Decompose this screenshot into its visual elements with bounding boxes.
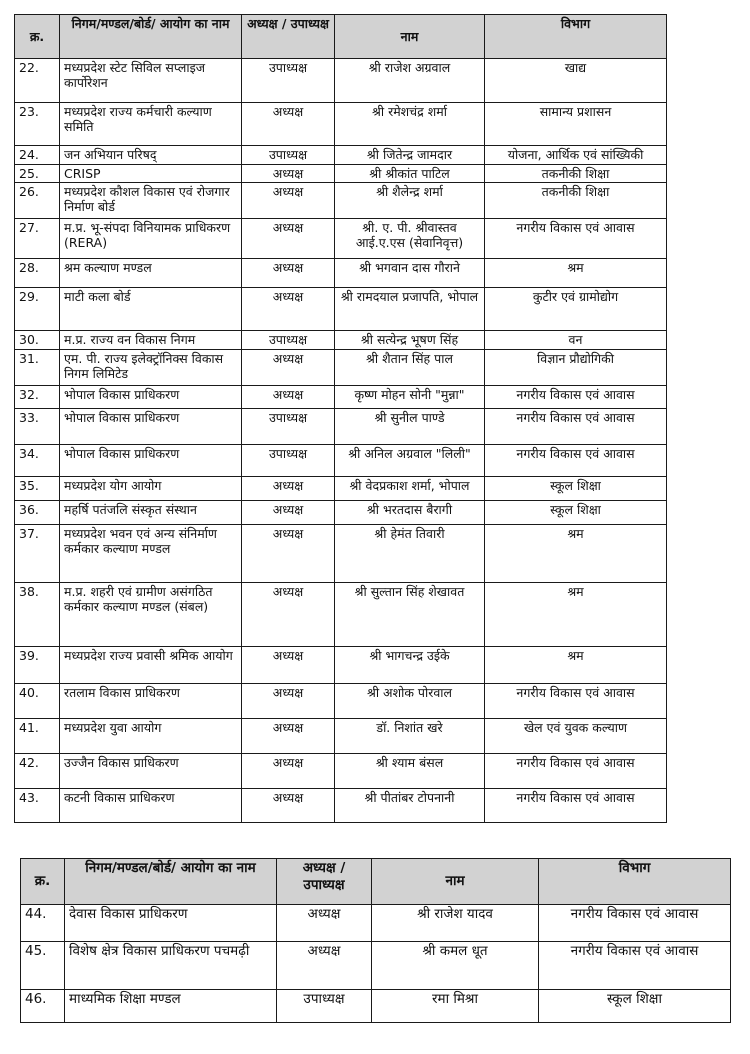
- department-cell: नगरीय विकास एवं आवास: [485, 445, 667, 477]
- table-row: [15, 525, 667, 583]
- organization-cell: मध्यप्रदेश भवन एवं अन्य संनिर्माण कर्मकार कल्याण मण्डल: [60, 525, 242, 583]
- table-row: [15, 103, 667, 146]
- department-cell: योजना, आर्थिक एवं सांख्यिकी: [485, 146, 667, 165]
- table-row: [15, 647, 667, 684]
- table-header-row: [15, 15, 667, 59]
- person-name-cell: श्री हेमंत तिवारी: [335, 525, 485, 583]
- organization-cell: मध्यप्रदेश राज्य प्रवासी श्रमिक आयोग: [60, 647, 242, 684]
- serial-no-cell: 30.: [15, 331, 60, 350]
- person-name-cell: श्री रमेशचंद्र शर्मा: [335, 103, 485, 146]
- table-row: [15, 259, 667, 288]
- post-cell: अध्यक्ष: [242, 501, 335, 525]
- serial-no-cell: 28.: [15, 259, 60, 288]
- organization-cell: जन अभियान परिषद्: [60, 146, 242, 165]
- person-name-cell: श्री शैतान सिंह पाल: [335, 350, 485, 386]
- table-row: [15, 684, 667, 719]
- table-row: [15, 219, 667, 259]
- serial-no-cell: 38.: [15, 583, 60, 647]
- table-row: [15, 165, 667, 183]
- table-row: [15, 288, 667, 331]
- person-name-cell: श्री वेदप्रकाश शर्मा, भोपाल: [335, 477, 485, 501]
- header-department: विभाग: [485, 15, 667, 59]
- organization-cell: कटनी विकास प्राधिकरण: [60, 789, 242, 823]
- department-cell: श्रम: [485, 259, 667, 288]
- organization-cell: मध्यप्रदेश स्टेट सिविल सप्लाइज कार्पोरेशन: [60, 59, 242, 103]
- serial-no-cell: 26.: [15, 183, 60, 219]
- table-row: [15, 183, 667, 219]
- table-row: [15, 409, 667, 445]
- organization-cell: महर्षि पतंजलि संस्कृत संस्थान: [60, 501, 242, 525]
- post-cell: अध्यक्ष: [242, 719, 335, 754]
- organization-cell: माध्यमिक शिक्षा मण्डल: [65, 990, 277, 1023]
- serial-no-cell: 45.: [21, 942, 65, 990]
- department-cell: श्रम: [485, 583, 667, 647]
- table-row: [15, 386, 667, 409]
- person-name-cell: श्री राजेश यादव: [372, 905, 539, 942]
- post-cell: अध्यक्ष: [242, 583, 335, 647]
- organization-cell: मध्यप्रदेश योग आयोग: [60, 477, 242, 501]
- post-cell: उपाध्यक्ष: [242, 146, 335, 165]
- serial-no-cell: 25.: [15, 165, 60, 183]
- serial-no-cell: 24.: [15, 146, 60, 165]
- person-name-cell: श्री अशोक पोरवाल: [335, 684, 485, 719]
- department-cell: तकनीकी शिक्षा: [485, 165, 667, 183]
- person-name-cell: श्री जितेन्द्र जामदार: [335, 146, 485, 165]
- department-cell: स्कूल शिक्षा: [485, 501, 667, 525]
- department-cell: विज्ञान प्रौद्योगिकी: [485, 350, 667, 386]
- post-cell: अध्यक्ष: [242, 525, 335, 583]
- department-cell: नगरीय विकास एवं आवास: [539, 942, 731, 990]
- serial-no-cell: 29.: [15, 288, 60, 331]
- organization-cell: माटी कला बोर्ड: [60, 288, 242, 331]
- post-cell: अध्यक्ष: [242, 684, 335, 719]
- organization-cell: भोपाल विकास प्राधिकरण: [60, 386, 242, 409]
- post-cell: उपाध्यक्ष: [242, 445, 335, 477]
- person-name-cell: श्री सुल्तान सिंह शेखावत: [335, 583, 485, 647]
- department-cell: स्कूल शिक्षा: [539, 990, 731, 1023]
- organization-cell: एम. पी. राज्य इलेक्ट्रॉनिक्स विकास निगम लिमिटेड: [60, 350, 242, 386]
- table-row: [21, 990, 731, 1023]
- post-cell: अध्यक्ष: [242, 219, 335, 259]
- table-row: [21, 905, 731, 942]
- serial-no-cell: 42.: [15, 754, 60, 789]
- organization-cell: मध्यप्रदेश युवा आयोग: [60, 719, 242, 754]
- table-row: [15, 719, 667, 754]
- post-cell: अध्यक्ष: [242, 386, 335, 409]
- organization-cell: CRISP: [60, 165, 242, 183]
- person-name-cell: श्री रामदयाल प्रजापति, भोपाल: [335, 288, 485, 331]
- organization-cell: रतलाम विकास प्राधिकरण: [60, 684, 242, 719]
- department-cell: श्रम: [485, 525, 667, 583]
- header-post: अध्यक्ष / उपाध्यक्ष: [242, 15, 335, 59]
- serial-no-cell: 44.: [21, 905, 65, 942]
- department-cell: खाद्य: [485, 59, 667, 103]
- department-cell: सामान्य प्रशासन: [485, 103, 667, 146]
- serial-no-cell: 32.: [15, 386, 60, 409]
- header-name: नाम: [335, 15, 485, 59]
- department-cell: कुटीर एवं ग्रामोद्योग: [485, 288, 667, 331]
- person-name-cell: श्री राजेश अग्रवाल: [335, 59, 485, 103]
- serial-no-cell: 33.: [15, 409, 60, 445]
- header-name: नाम: [372, 859, 539, 905]
- post-cell: उपाध्यक्ष: [242, 59, 335, 103]
- department-cell: नगरीय विकास एवं आवास: [485, 754, 667, 789]
- organization-cell: श्रम कल्याण मण्डल: [60, 259, 242, 288]
- department-cell: नगरीय विकास एवं आवास: [485, 684, 667, 719]
- post-cell: अध्यक्ष: [242, 183, 335, 219]
- header-department: विभाग: [539, 859, 731, 905]
- post-cell: अध्यक्ष: [242, 754, 335, 789]
- department-cell: श्रम: [485, 647, 667, 684]
- serial-no-cell: 41.: [15, 719, 60, 754]
- organization-cell: विशेष क्षेत्र विकास प्राधिकरण पचमढ़ी: [65, 942, 277, 990]
- post-cell: अध्यक्ष: [242, 350, 335, 386]
- department-cell: नगरीय विकास एवं आवास: [485, 409, 667, 445]
- department-cell: तकनीकी शिक्षा: [485, 183, 667, 219]
- post-cell: अध्यक्ष: [242, 789, 335, 823]
- organization-cell: देवास विकास प्राधिकरण: [65, 905, 277, 942]
- post-cell: अध्यक्ष: [242, 165, 335, 183]
- serial-no-cell: 27.: [15, 219, 60, 259]
- serial-no-cell: 23.: [15, 103, 60, 146]
- table-row: [15, 789, 667, 823]
- post-cell: उपाध्यक्ष: [242, 331, 335, 350]
- serial-no-cell: 35.: [15, 477, 60, 501]
- header-serial-no: क्र.: [15, 15, 60, 59]
- post-cell: अध्यक्ष: [242, 288, 335, 331]
- table-row: [15, 350, 667, 386]
- person-name-cell: श्री शैलेन्द्र शर्मा: [335, 183, 485, 219]
- table-header-row: [21, 859, 731, 905]
- person-name-cell: श्री भगवान दास गौराने: [335, 259, 485, 288]
- header-serial-no: क्र.: [21, 859, 65, 905]
- person-name-cell: श्री सत्येन्द्र भूषण सिंह: [335, 331, 485, 350]
- department-cell: नगरीय विकास एवं आवास: [485, 386, 667, 409]
- appointments-table-2: [20, 858, 731, 1023]
- serial-no-cell: 37.: [15, 525, 60, 583]
- person-name-cell: कृष्ण मोहन सोनी "मुन्ना": [335, 386, 485, 409]
- serial-no-cell: 43.: [15, 789, 60, 823]
- serial-no-cell: 39.: [15, 647, 60, 684]
- table-row: [15, 754, 667, 789]
- table-row: [21, 942, 731, 990]
- table-row: [15, 583, 667, 647]
- header-organization: निगम/मण्डल/बोर्ड/ आयोग का नाम: [65, 859, 277, 905]
- serial-no-cell: 46.: [21, 990, 65, 1023]
- appointments-table-1: [14, 14, 667, 823]
- person-name-cell: श्री सुनील पाण्डे: [335, 409, 485, 445]
- person-name-cell: श्री कमल धूत: [372, 942, 539, 990]
- table-row: [15, 477, 667, 501]
- person-name-cell: श्री श्याम बंसल: [335, 754, 485, 789]
- person-name-cell: श्री भागचन्द्र उईके: [335, 647, 485, 684]
- post-cell: अध्यक्ष: [277, 942, 372, 990]
- organization-cell: म.प्र. राज्य वन विकास निगम: [60, 331, 242, 350]
- person-name-cell: श्री भरतदास बैरागी: [335, 501, 485, 525]
- post-cell: अध्यक्ष: [242, 103, 335, 146]
- person-name-cell: डॉ. निशांत खरे: [335, 719, 485, 754]
- serial-no-cell: 36.: [15, 501, 60, 525]
- person-name-cell: श्री. ए. पी. श्रीवास्तव आई.ए.एस (सेवानिवृत्त): [335, 219, 485, 259]
- organization-cell: मध्यप्रदेश राज्य कर्मचारी कल्याण समिति: [60, 103, 242, 146]
- organization-cell: म.प्र. शहरी एवं ग्रामीण असंगठित कर्मकार कल्याण मण्डल (संबल): [60, 583, 242, 647]
- header-organization: निगम/मण्डल/बोर्ड/ आयोग का नाम: [60, 15, 242, 59]
- serial-no-cell: 40.: [15, 684, 60, 719]
- organization-cell: उज्जैन विकास प्राधिकरण: [60, 754, 242, 789]
- person-name-cell: श्री पीतांबर टोपनानी: [335, 789, 485, 823]
- department-cell: नगरीय विकास एवं आवास: [485, 789, 667, 823]
- organization-cell: मध्यप्रदेश कौशल विकास एवं रोजगार निर्माण बोर्ड: [60, 183, 242, 219]
- post-cell: उपाध्यक्ष: [277, 990, 372, 1023]
- table-row: [15, 445, 667, 477]
- post-cell: अध्यक्ष: [277, 905, 372, 942]
- table-row: [15, 501, 667, 525]
- serial-no-cell: 34.: [15, 445, 60, 477]
- department-cell: नगरीय विकास एवं आवास: [485, 219, 667, 259]
- department-cell: नगरीय विकास एवं आवास: [539, 905, 731, 942]
- department-cell: स्कूल शिक्षा: [485, 477, 667, 501]
- organization-cell: भोपाल विकास प्राधिकरण: [60, 409, 242, 445]
- header-post: अध्यक्ष / उपाध्यक्ष: [277, 859, 372, 905]
- serial-no-cell: 22.: [15, 59, 60, 103]
- post-cell: अध्यक्ष: [242, 259, 335, 288]
- person-name-cell: श्री अनिल अग्रवाल "लिली": [335, 445, 485, 477]
- organization-cell: भोपाल विकास प्राधिकरण: [60, 445, 242, 477]
- person-name-cell: रमा मिश्रा: [372, 990, 539, 1023]
- department-cell: वन: [485, 331, 667, 350]
- department-cell: खेल एवं युवक कल्याण: [485, 719, 667, 754]
- post-cell: अध्यक्ष: [242, 647, 335, 684]
- table-row: [15, 146, 667, 165]
- post-cell: उपाध्यक्ष: [242, 409, 335, 445]
- post-cell: अध्यक्ष: [242, 477, 335, 501]
- table-row: [15, 331, 667, 350]
- serial-no-cell: 31.: [15, 350, 60, 386]
- organization-cell: म.प्र. भू-संपदा विनियामक प्राधिकरण (RERA): [60, 219, 242, 259]
- table-row: [15, 59, 667, 103]
- person-name-cell: श्री श्रीकांत पाटिल: [335, 165, 485, 183]
